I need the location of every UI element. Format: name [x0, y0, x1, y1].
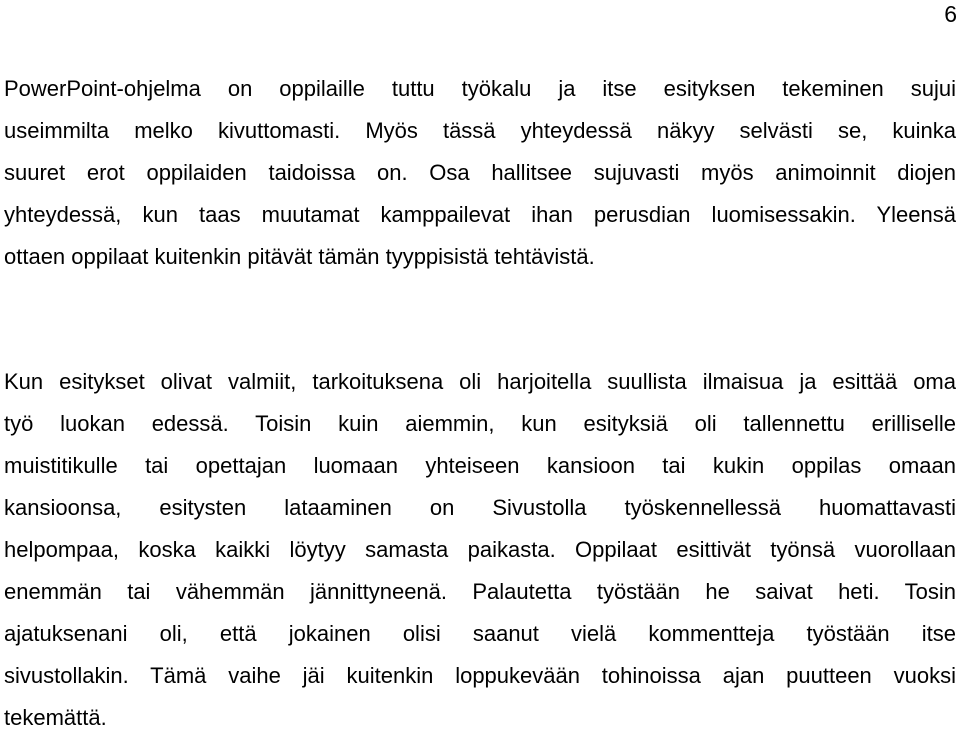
text-line: työ luokan edessä. Toisin kuin aiemmin, kun esityksiä oli tallennettu erilliselle: [4, 411, 956, 436]
text-line: enemmän tai vähemmän jännittyneenä. Palautetta työstään he saivat heti. Tosin: [4, 579, 956, 604]
text-line: helpompaa, koska kaikki löytyy samasta paikasta. Oppilaat esittivät työnsä vuorollaan: [4, 537, 956, 562]
text-line: Kun esitykset olivat valmiit, tarkoituksena oli harjoitella suullista ilmaisua ja esittää oma: [4, 369, 956, 394]
paragraph-1: [4, 68, 956, 278]
text-line: sivustollakin. Tämä vaihe jäi kuitenkin loppukevään tohinoissa ajan puutteen vuoksi: [4, 663, 956, 688]
text-line: yhteydessä, kun taas muutamat kamppailevat ihan perusdian luomisessakin. Yleensä: [4, 202, 956, 227]
text-line: suuret erot oppilaiden taidoissa on. Osa hallitsee sujuvasti myös animoinnit diojen: [4, 160, 956, 185]
text-line: useimmilta melko kivuttomasti. Myös tässä yhteydessä näkyy selvästi se, kuinka: [4, 118, 956, 143]
text-line: muistitikulle tai opettajan luomaan yhteiseen kansioon tai kukin oppilas omaan: [4, 453, 956, 478]
text-line: tekemättä.: [4, 705, 107, 730]
text-line: kansioonsa, esitysten lataaminen on Sivustolla työskennellessä huomattavasti: [4, 495, 956, 520]
text-line: ottaen oppilaat kuitenkin pitävät tämän tyyppisistä tehtävistä.: [4, 244, 595, 269]
text-line: PowerPoint-ohjelma on oppilaille tuttu työkalu ja itse esityksen tekeminen sujui: [4, 76, 956, 101]
text-line: ajatuksenani oli, että jokainen olisi saanut vielä kommentteja työstään itse: [4, 621, 956, 646]
page-number: 6: [944, 1, 957, 27]
paragraph-2: [4, 361, 956, 739]
